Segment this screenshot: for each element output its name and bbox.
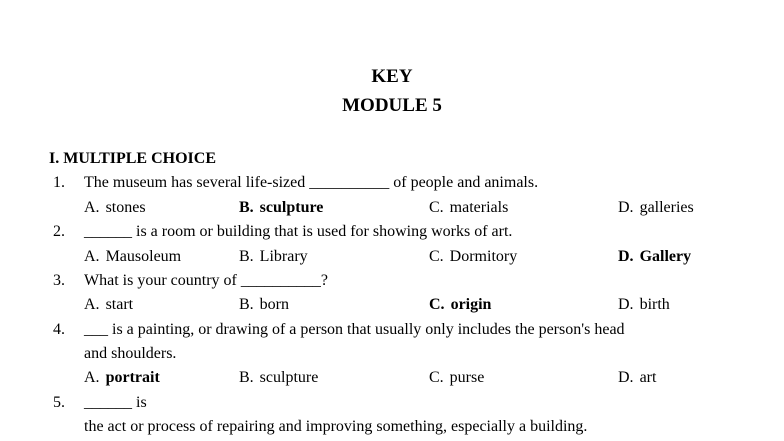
page-subtitle: MODULE 5 [342,95,442,116]
option-text: portrait [105,369,160,386]
option-b [239,247,308,267]
option-c [429,198,508,218]
option-letter: D. [618,248,634,265]
option-text: purse [449,369,485,386]
option-text: born [259,296,289,313]
option-a [84,368,160,388]
question-text: ______ is a room or building that is used for showing works of art. [84,223,513,240]
option-c [429,295,491,315]
question-number: 4. [53,321,65,338]
option-text: Mausoleum [105,248,182,265]
question-number: 1. [53,174,65,191]
option-b [239,198,323,218]
question-text-line-1: ______ is [84,394,147,411]
option-text: stones [105,199,146,216]
option-d [618,295,670,315]
option-letter: C. [429,248,444,265]
option-text: birth [639,296,670,313]
option-letter: C. [429,369,444,386]
option-text: start [105,296,134,313]
question-number: 5. [53,394,65,411]
question-text: The museum has several life-sized __________ of people and animals. [84,174,539,191]
option-text: art [639,369,657,386]
option-letter: A. [84,248,100,265]
section-heading: I. MULTIPLE CHOICE [49,150,216,167]
question-text-line-2: and shoulders. [84,345,177,362]
page-title: KEY [371,66,413,87]
option-d [618,247,691,267]
option-text: Gallery [639,248,692,265]
question-text-line-2: the act or process of repairing and improving something, especially a building. [84,418,588,435]
option-letter: B. [239,369,254,386]
option-letter: D. [618,296,634,313]
option-letter: B. [239,199,254,216]
option-a [84,295,133,315]
question-number: 3. [53,272,65,289]
question-number: 2. [53,223,65,240]
option-a [84,198,146,218]
option-text: Library [259,248,308,265]
option-letter: A. [84,369,100,386]
option-letter: D. [618,369,634,386]
option-letter: D. [618,199,634,216]
option-text: galleries [639,199,694,216]
question-text: What is your country of __________? [84,272,328,289]
option-letter: B. [239,296,254,313]
option-letter: A. [84,199,100,216]
option-text: sculpture [259,369,319,386]
option-text: origin [450,296,492,313]
option-letter: A. [84,296,100,313]
option-a [84,247,181,267]
option-text: Dormitory [449,248,518,265]
option-letter: C. [429,296,445,313]
option-b [239,295,289,315]
option-c [429,247,517,267]
option-d [618,198,694,218]
option-letter: B. [239,248,254,265]
option-d [618,368,656,388]
option-b [239,368,318,388]
option-letter: C. [429,199,444,216]
option-c [429,368,484,388]
option-text: materials [449,199,509,216]
option-text: sculpture [259,199,324,216]
question-text-line-1: ___ is a painting, or drawing of a person that usually only includes the person's head [84,321,625,338]
